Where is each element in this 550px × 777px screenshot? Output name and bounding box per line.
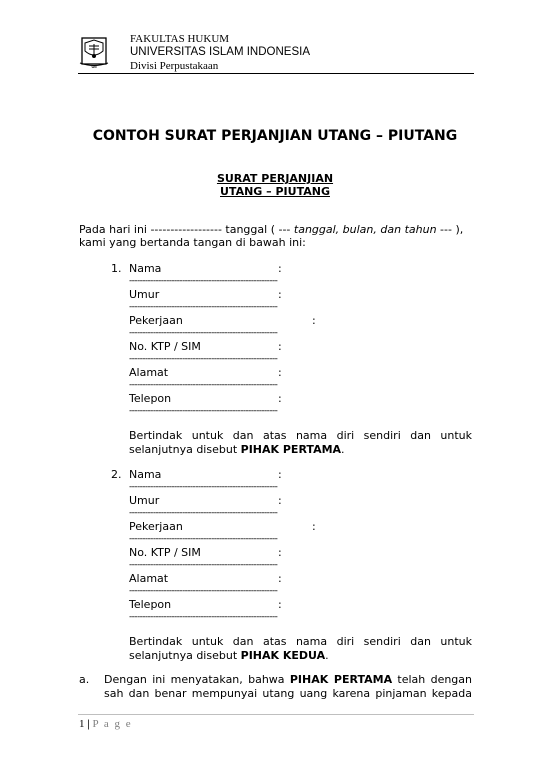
party-1-colon-age: :: [278, 288, 282, 301]
party-2-colon-id: :: [278, 546, 282, 559]
party-2-act-line-1: Bertindak untuk dan atas nama diri sendiri dan untuk: [129, 635, 472, 648]
party-1-colon-name: :: [278, 262, 282, 275]
party-2-colon-phone: :: [278, 598, 282, 611]
party-1-field-name: Nama: [129, 262, 162, 275]
party-1-colon-id: :: [278, 340, 282, 353]
document-title: CONTOH SURAT PERJANJIAN UTANG – PIUTANG: [92, 128, 458, 144]
party-1-colon-address: :: [278, 366, 282, 379]
party-2-colon-address: :: [278, 572, 282, 585]
party-2-dashes-address: --------------------------------------------------------: [129, 586, 278, 596]
page-number: 1: [79, 718, 85, 730]
university-logo: [79, 37, 109, 69]
party-2-act-line-2: [129, 649, 329, 662]
party-1-act-line-1: Bertindak untuk dan atas nama diri sendiri dan untuk: [129, 429, 472, 442]
university-logo-icon: [79, 37, 109, 69]
intro-text-start: Pada hari ini ------------------ tanggal ( ---: [79, 223, 294, 236]
party-1-role: PIHAK PERTAMA: [240, 443, 342, 456]
party-1-field-address: Alamat: [129, 366, 169, 379]
party-1-field-occupation: Pekerjaan: [129, 314, 183, 327]
party-2-colon-occupation: :: [312, 520, 316, 533]
intro-text-italic: tanggal, bulan, dan tahun: [293, 223, 437, 236]
header-divider: [78, 73, 474, 74]
subtitle-line-2: UTANG – PIUTANG: [220, 185, 330, 198]
intro-line-2: kami yang bertanda tangan di bawah ini:: [79, 236, 306, 249]
logo-text: UII: [91, 64, 97, 69]
party-2-field-age: Umur: [129, 494, 160, 507]
party-1-colon-occupation: :: [312, 314, 316, 327]
party-1-field-age: Umur: [129, 288, 160, 301]
header-division: Divisi Perpustakaan: [130, 60, 219, 72]
party-2-field-phone: Telepon: [129, 598, 172, 611]
party-1-field-phone: Telepon: [129, 392, 172, 405]
party-1-dashes-occupation: --------------------------------------------------------: [129, 328, 278, 338]
party-2-act-end: .: [325, 649, 329, 662]
clause-a-text-end: telah dengan: [392, 673, 472, 686]
party-2-colon-age: :: [278, 494, 282, 507]
party-2-colon-name: :: [278, 468, 282, 481]
party-2-field-address: Alamat: [129, 572, 169, 585]
party-2-field-id: No. KTP / SIM: [129, 546, 201, 559]
party-2-field-occupation: Pekerjaan: [129, 520, 183, 533]
party-2-dashes-occupation: --------------------------------------------------------: [129, 534, 278, 544]
clause-a-line-2: sah dan benar mempunyai utang uang karena pinjaman kepada: [104, 687, 472, 700]
page-label: P a g e: [92, 718, 133, 730]
intro-text-end: --- ),: [436, 223, 464, 236]
header-faculty: FAKULTAS HUKUM: [130, 33, 230, 45]
party-2-dashes-age: --------------------------------------------------------: [129, 508, 278, 518]
party-1-field-id: No. KTP / SIM: [129, 340, 201, 353]
party-1-colon-phone: :: [278, 392, 282, 405]
party-1-act-end: .: [341, 443, 345, 456]
party-2-act-text: selanjutnya disebut: [129, 649, 241, 662]
subtitle-line-1: SURAT PERJANJIAN: [216, 172, 334, 185]
page-footer: [79, 718, 132, 730]
party-1-act-line-2: [129, 443, 345, 456]
clause-a-label: a.: [79, 673, 90, 686]
header-university: UNIVERSITAS ISLAM INDONESIA: [130, 46, 310, 58]
clause-a-party: PIHAK PERTAMA: [289, 673, 393, 686]
party-1-dashes-age: --------------------------------------------------------: [129, 302, 278, 312]
party-2-dashes-id: --------------------------------------------------------: [129, 560, 278, 570]
intro-line-1: [79, 223, 463, 236]
party-1-dashes-name: --------------------------------------------------------: [129, 276, 278, 286]
party-1-dashes-address: --------------------------------------------------------: [129, 380, 278, 390]
clause-a-line-1: [104, 673, 472, 687]
party-2-field-name: Nama: [129, 468, 162, 481]
party-2-number: 2.: [111, 468, 122, 481]
party-1-act-text: selanjutnya disebut: [129, 443, 241, 456]
party-1-dashes-phone: --------------------------------------------------------: [129, 406, 278, 416]
party-2-dashes-phone: --------------------------------------------------------: [129, 612, 278, 622]
party-1-dashes-id: --------------------------------------------------------: [129, 354, 278, 364]
party-2-dashes-name: --------------------------------------------------------: [129, 482, 278, 492]
footer-separator: |: [84, 718, 93, 730]
party-2-role: PIHAK KEDUA: [240, 649, 326, 662]
clause-a-text-start: Dengan ini menyatakan, bahwa: [104, 673, 290, 686]
party-1-number: 1.: [111, 262, 122, 275]
footer-divider: [78, 714, 474, 715]
